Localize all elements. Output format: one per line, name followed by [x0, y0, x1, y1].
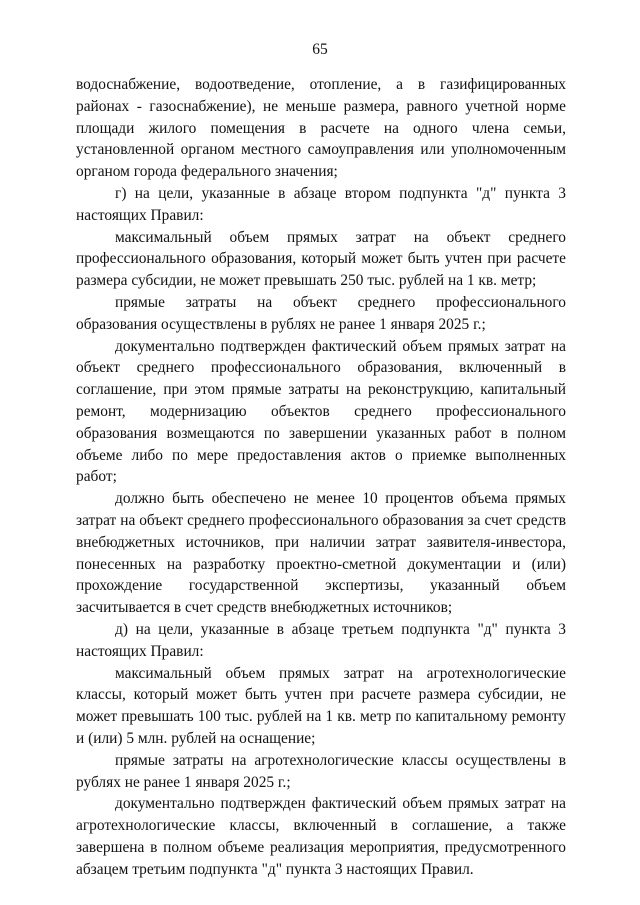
paragraph-6: должно быть обеспечено не менее 10 процентов объема прямых затрат на объект среднего профессионального образования за счет средств внебюджетных источников, при наличии затрат заявителя-инвестора, понесенных на разработку проектно-сметной документации и (или) прохождение государственной экспертизы, указанный объем засчитывается в счет средств внебюджетных источников; [76, 490, 566, 617]
paragraph-10: документально подтвержден фактический объем прямых затрат на агротехнологические классы, включенный в соглашение, а также завершена в полном объеме реализация мероприятия, предусмотренного абзацем третьим подпункта "д" пункта 3 настоящих Правил. [76, 795, 566, 878]
document-body [76, 74, 566, 880]
paragraph-2: г) на цели, указанные в абзаце втором подпункта "д" пункта 3 настоящих Правил: [76, 184, 566, 224]
paragraph-8: максимальный объем прямых затрат на агротехнологические классы, который может быть учтен при расчете размера субсидии, не может превышать 100 тыс. рублей на 1 кв. метр по капитальному ремонту и (или) 5 млн. рублей на оснащение; [76, 664, 566, 747]
page-number: 65 [312, 41, 328, 58]
paragraph-5: документально подтвержден фактический объем прямых затрат на объект среднего профессионального образования, включенный в соглашение, при этом прямые затраты на реконструкцию, капитальный ремонт, модернизацию объектов среднего профессионального образования возмещаются по завершении указанных работ в полном объеме либо по мере предоставления актов о приемке выполненных работ; [76, 337, 566, 486]
paragraph-3: максимальный объем прямых затрат на объект среднего профессионального образования, который может быть учтен при расчете размера субсидии, не может превышать 250 тыс. рублей на 1 кв. метр; [76, 228, 566, 290]
paragraph-7: д) на цели, указанные в абзаце третьем подпункта "д" пункта 3 настоящих Правил: [76, 620, 566, 660]
paragraph-4: прямые затраты на объект среднего профессионального образования осуществлены в рублях не ранее 1 января 2025 г.; [76, 293, 566, 333]
paragraph-1: водоснабжение, водоотведение, отопление, а в газифицированных районах - газоснабжение), не меньше размера, равного учетной норме площади жилого помещения в расчете на одного члена семьи, установленной органом местного самоуправления или уполномоченным органом города федерального значения; [76, 76, 566, 181]
paragraph-9: прямые затраты на агротехнологические классы осуществлены в рублях не ранее 1 января 2025 г.; [76, 751, 566, 791]
